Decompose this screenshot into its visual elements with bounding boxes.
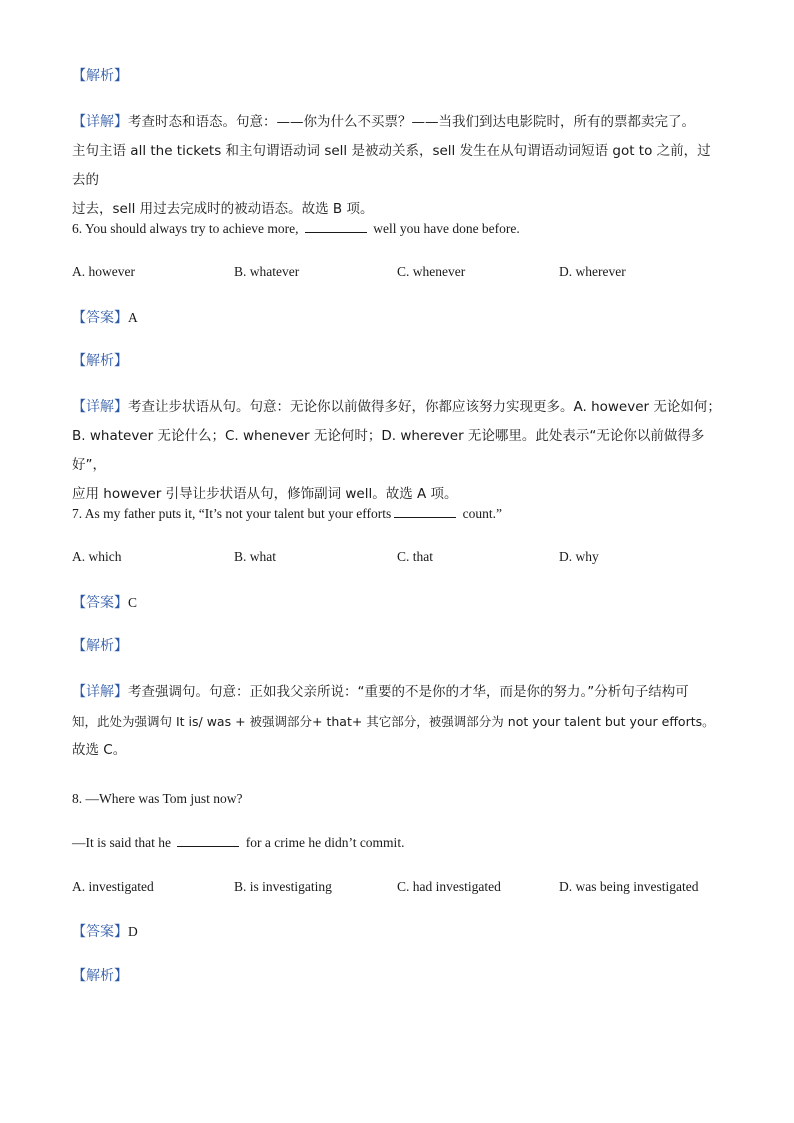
answer-q8: 【答案】D xyxy=(72,924,138,940)
option-b: B. is investigating xyxy=(234,879,332,894)
option-d: D. was being investigated xyxy=(559,879,699,894)
question-8-line-2: —It is said that he for a crime he didn’t commit. xyxy=(72,835,405,850)
detail-q5 xyxy=(72,108,722,224)
answer-q6: 【答案】A xyxy=(72,310,138,326)
option-b: B. what xyxy=(234,549,276,564)
detail-q6 xyxy=(72,393,722,509)
question-8-line-1: 8. —Where was Tom just now? xyxy=(72,791,243,806)
question-7-options xyxy=(72,549,732,571)
analysis-heading-q5: 【解析】 xyxy=(72,68,128,84)
option-a: A. however xyxy=(72,264,135,279)
detail-label: 【详解】 xyxy=(72,684,128,700)
answer-value: D xyxy=(128,924,138,939)
detail-line: 应用 however 引导让步状语从句，修饰副词 well。故选 A 项。 xyxy=(72,486,458,502)
option-a: A. investigated xyxy=(72,879,154,894)
detail-label: 【详解】 xyxy=(72,114,128,130)
analysis-heading-q6: 【解析】 xyxy=(72,353,128,369)
detail-line: 过去，sell 用过去完成时的被动语态。故选 B 项。 xyxy=(72,201,374,217)
option-c: C. had investigated xyxy=(397,879,501,894)
answer-value: A xyxy=(128,310,138,325)
answer-blank xyxy=(305,220,367,233)
detail-line: 主句主语 all the tickets 和主句谓语动词 sell 是被动关系，sell 发生在从句谓语动词短语 got to 之前，过去的 xyxy=(72,143,711,188)
detail-line: 【详解】考查让步状语从句。句意：无论你以前做得多好，你都应该努力实现更多。A. however 无论如何； xyxy=(72,399,721,415)
answer-value: C xyxy=(128,595,138,610)
option-d: D. wherever xyxy=(559,264,626,279)
detail-line: 知，此处为强调句 It is/ was + 被强调部分+ that+ 其它部分，被强调部分为 not your talent but your efforts。 xyxy=(72,714,715,729)
answer-blank xyxy=(177,834,239,847)
detail-line: 【详解】考查强调句。句意：正如我父亲所说：“重要的不是你的才华，而是你的努力。”分析句子结构可 xyxy=(72,684,689,700)
analysis-heading-q8: 【解析】 xyxy=(72,968,128,984)
detail-line: 故选 C。 xyxy=(72,742,127,758)
detail-line: B. whatever 无论什么；C. whenever 无论何时；D. wherever 无论哪里。此处表示“无论你以前做得多好”， xyxy=(72,428,705,473)
detail-q7 xyxy=(72,678,722,765)
option-c: C. whenever xyxy=(397,264,466,279)
analysis-heading-q7: 【解析】 xyxy=(72,638,128,654)
question-6-options xyxy=(72,264,732,286)
question-7-stem: 7. As my father puts it, “It’s not your talent but your efforts count.” xyxy=(72,506,502,521)
question-8-options xyxy=(72,879,732,901)
option-d: D. why xyxy=(559,549,599,564)
answer-q7: 【答案】C xyxy=(72,595,138,611)
question-6-stem: 6. You should always try to achieve more, well you have done before. xyxy=(72,221,520,236)
answer-blank xyxy=(394,505,456,518)
option-b: B. whatever xyxy=(234,264,300,279)
detail-line: 【详解】考查时态和语态。句意：——你为什么不买票？——当我们到达电影院时，所有的票都卖完了。 xyxy=(72,114,695,130)
detail-label: 【详解】 xyxy=(72,399,128,415)
option-c: C. that xyxy=(397,549,433,564)
option-a: A. which xyxy=(72,549,122,564)
